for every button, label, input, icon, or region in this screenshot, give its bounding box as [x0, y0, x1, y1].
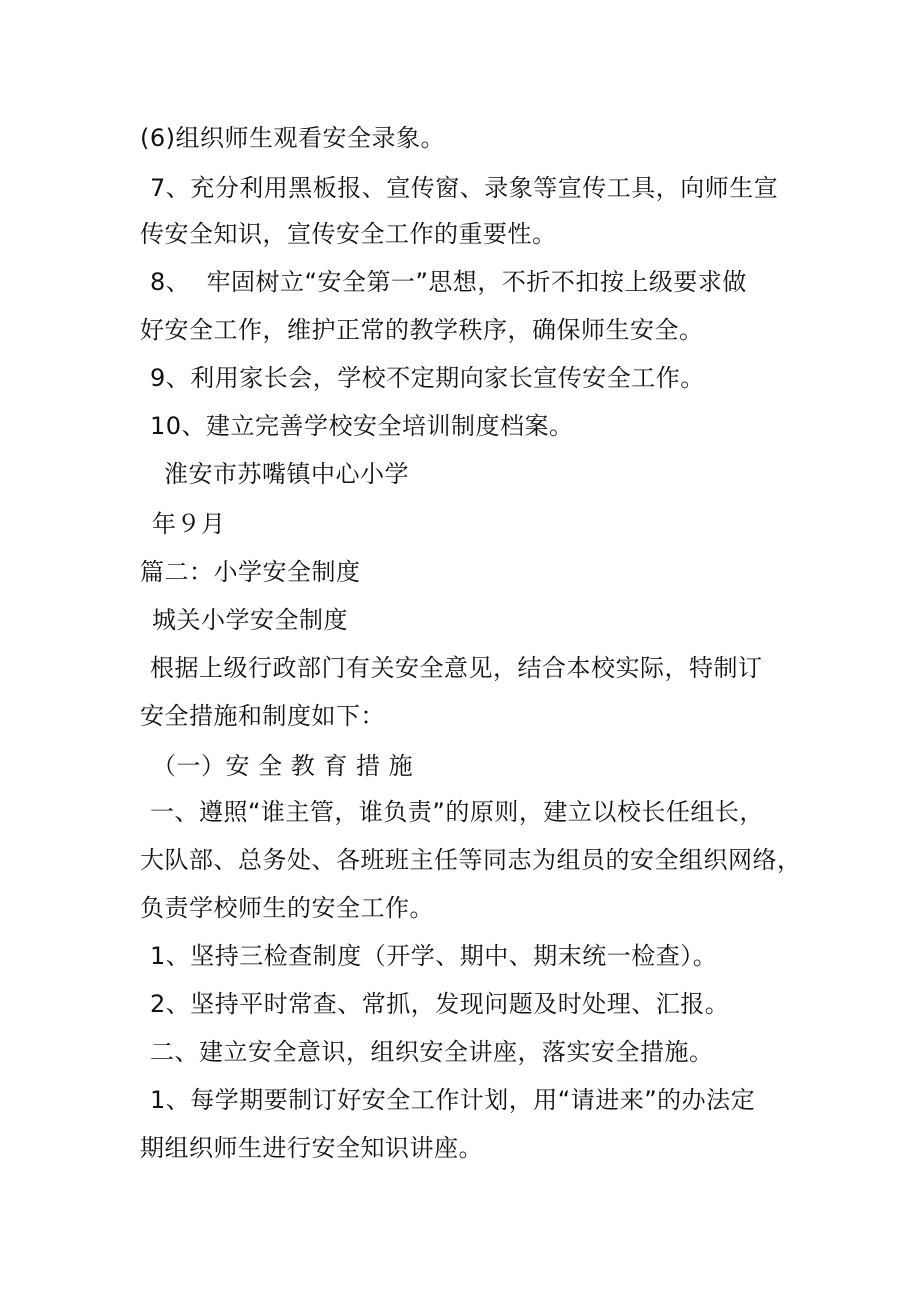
section-heading: 篇二：小学安全制度: [140, 558, 361, 586]
text-line: 淮安市苏嘴镇中心小学: [164, 460, 409, 488]
text-line: 传安全知识，宣传安全工作的重要性。: [140, 220, 557, 248]
text-line: （一）安 全 教 育 措 施: [152, 752, 414, 780]
text-line: 二、建立安全意识，组织安全讲座，落实安全措施。: [150, 1038, 714, 1066]
text-line: 一、遵照“谁主管，谁负责”的原则，建立以校长任组长，: [150, 798, 764, 826]
text-line: 安全措施和制度如下：: [140, 702, 385, 730]
text-line: 大队部、总务处、各班班主任等同志为组员的安全组织网络，: [140, 846, 802, 874]
text-line: 8、 牢固树立“安全第一”思想，不折不扣按上级要求做: [150, 268, 747, 296]
text-line: 城关小学安全制度: [152, 606, 348, 634]
text-line: 1、坚持三检查制度（开学、期中、期末统一检查）。: [150, 942, 718, 970]
text-line: (6)组织师生观看安全录象。: [140, 124, 445, 152]
text-line: 9、利用家长会，学校不定期向家长宣传安全工作。: [150, 364, 705, 392]
text-line: 负责学校师生的安全工作。: [140, 894, 434, 922]
text-line: 10、建立完善学校安全培训制度档案。: [150, 412, 574, 440]
text-line: 年９月: [152, 510, 226, 538]
text-line: 根据上级行政部门有关安全意见，结合本校实际，特制订: [150, 654, 763, 682]
text-line: 1、每学期要制订好安全工作计划，用“请进来”的办法定: [150, 1086, 756, 1114]
text-line: 7、充分利用黑板报、宣传窗、录象等宣传工具，向师生宣: [150, 174, 779, 202]
text-line: 好安全工作，维护正常的教学秩序，确保师生安全。: [140, 316, 704, 344]
text-line: 期组织师生进行安全知识讲座。: [140, 1134, 483, 1162]
text-line: 2、坚持平时常查、常抓，发现问题及时处理、汇报。: [150, 990, 730, 1018]
